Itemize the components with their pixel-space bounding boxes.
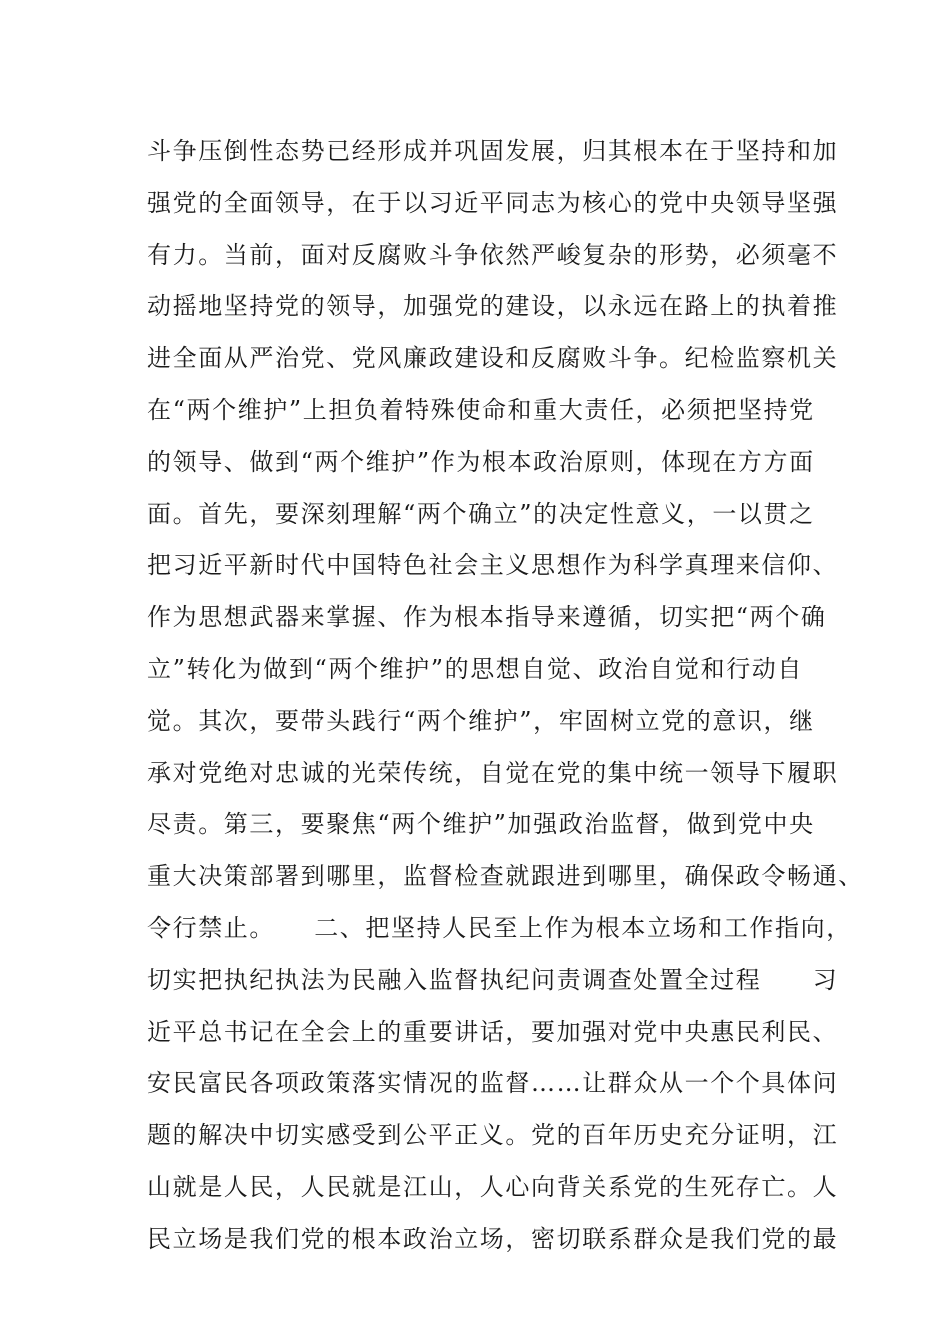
text-line: 动摇地坚持党的领导，加强党的建设，以永远在路上的执着推 bbox=[147, 292, 839, 321]
text-line: 令行禁止。 二、把坚持人民至上作为根本立场和工作指向， bbox=[147, 913, 852, 942]
text-line: 承对党绝对忠诚的光荣传统，自觉在党的集中统一领导下履职 bbox=[147, 758, 839, 787]
text-line: 重大决策部署到哪里，监督检查就跟进到哪里，确保政令畅通、 bbox=[147, 862, 864, 891]
text-line: 有力。当前，面对反腐败斗争依然严峻复杂的形势，必须毫不 bbox=[147, 240, 839, 269]
text-line: 山就是人民，人民就是江山，人心向背关系党的生死存亡。人 bbox=[147, 1172, 839, 1201]
text-line: 题的解决中切实感受到公平正义。党的百年历史充分证明，江 bbox=[147, 1121, 839, 1150]
text-line: 面。首先，要深刻理解“两个确立”的决定性意义，一以贯之 bbox=[147, 499, 815, 528]
text-line: 进全面从严治党、党风廉政建设和反腐败斗争。纪检监察机关 bbox=[147, 344, 839, 373]
text-line: 作为思想武器来掌握、作为根本指导来遵循，切实把“两个确 bbox=[147, 603, 827, 632]
text-line: 的领导、做到“两个维护”作为根本政治原则，体现在方方面 bbox=[147, 447, 815, 476]
text-line: 把习近平新时代中国特色社会主义思想作为科学真理来信仰、 bbox=[147, 551, 839, 580]
text-line: 安民富民各项政策落实情况的监督……让群众从一个个具体问 bbox=[147, 1069, 839, 1098]
text-line: 尽责。第三，要聚焦“两个维护”加强政治监督，做到党中央 bbox=[147, 810, 815, 839]
text-line: 觉。其次，要带头践行“两个维护”，牢固树立党的意识，继 bbox=[147, 706, 815, 735]
text-line: 切实把执纪执法为民融入监督执纪问责调查处置全过程 习 bbox=[147, 965, 839, 994]
text-line: 民立场是我们党的根本政治立场，密切联系群众是我们党的最 bbox=[147, 1224, 839, 1253]
text-line: 强党的全面领导，在于以习近平同志为核心的党中央领导坚强 bbox=[147, 188, 839, 217]
text-line: 近平总书记在全会上的重要讲话，要加强对党中央惠民利民、 bbox=[147, 1017, 839, 1046]
text-line: 斗争压倒性态势已经形成并巩固发展，归其根本在于坚持和加 bbox=[147, 137, 839, 165]
text-line: 立”转化为做到“两个维护”的思想自觉、政治自觉和行动自 bbox=[147, 654, 804, 683]
body-text bbox=[147, 131, 864, 1271]
text-line: 在“两个维护”上担负着特殊使命和重大责任，必须把坚持党 bbox=[147, 395, 815, 424]
